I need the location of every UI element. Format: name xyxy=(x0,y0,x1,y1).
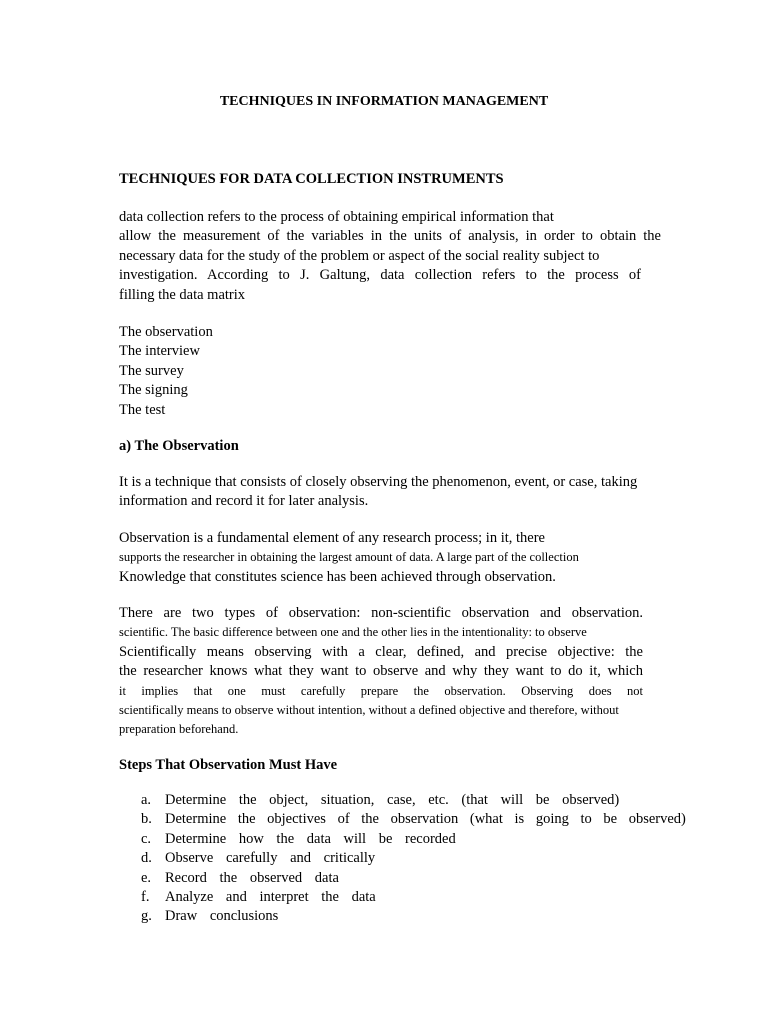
section-heading: TECHNIQUES FOR DATA COLLECTION INSTRUMENTS xyxy=(119,171,504,187)
step-item xyxy=(141,791,686,810)
intro-line: filling the data matrix xyxy=(119,286,246,303)
step-marker: a. xyxy=(141,792,152,808)
step-item xyxy=(141,849,686,868)
types-line: preparation beforehand. xyxy=(119,722,239,737)
method-item: The signing xyxy=(119,382,188,399)
observation-element-paragraph xyxy=(119,529,661,587)
intro-paragraph xyxy=(119,208,661,305)
types-line: Scientifically means observing with a clear, defined, and precise objective: the xyxy=(119,643,643,660)
intro-line: investigation. According to J. Galtung, data collection refers to the process of xyxy=(119,267,641,284)
method-item: The observation xyxy=(119,324,213,340)
step-marker: c. xyxy=(141,830,152,847)
intro-line: data collection refers to the process of obtaining empirical information that xyxy=(119,209,554,225)
types-line: the researcher knows what they want to observe and why they want to do it, which xyxy=(119,663,643,680)
step-item xyxy=(141,869,686,888)
step-marker: g. xyxy=(141,908,152,925)
method-item: The interview xyxy=(119,343,200,360)
step-marker: d. xyxy=(141,850,152,867)
step-marker: b. xyxy=(141,811,152,828)
methods-list xyxy=(119,323,213,420)
types-line: it implies that one must carefully prepare the observation. Observing does not xyxy=(119,683,643,698)
step-marker: e. xyxy=(141,869,152,886)
intro-line: necessary data for the study of the problem or aspect of the social reality subject to xyxy=(119,247,600,264)
observation-definition xyxy=(119,473,661,512)
step-item xyxy=(141,888,686,907)
step-text: Determine how the data will be recorded xyxy=(165,830,456,847)
observation-types-paragraph xyxy=(119,604,643,740)
method-item: The test xyxy=(119,401,166,418)
method-item: The survey xyxy=(119,362,184,379)
types-line: There are two types of observation: non-scientific observation and observation. xyxy=(119,605,643,621)
step-marker: f. xyxy=(141,889,150,906)
document-title: TECHNIQUES IN INFORMATION MANAGEMENT xyxy=(219,94,549,109)
step-item xyxy=(141,907,686,926)
definition-line: It is a technique that consists of closely observing the phenomenon, event, or case, taking xyxy=(119,474,638,490)
types-line: scientific. The basic difference between one and the other lies in the intentionality: to observe xyxy=(119,625,587,640)
steps-list xyxy=(141,791,686,927)
step-text: Determine the object, situation, case, etc. (that will be observed) xyxy=(165,792,620,808)
step-text: Draw conclusions xyxy=(165,908,279,925)
element-line: Observation is a fundamental element of any research process; in it, there xyxy=(119,530,545,546)
element-line: supports the researcher in obtaining the largest amount of data. A large part of the collection xyxy=(119,550,579,565)
step-text: Determine the objectives of the observation (what is going to be observed) xyxy=(165,811,686,828)
definition-line: information and record it for later analysis. xyxy=(119,493,369,510)
step-text: Analyze and interpret the data xyxy=(165,889,376,906)
step-item xyxy=(141,830,686,849)
step-text: Record the observed data xyxy=(165,869,339,886)
element-line: Knowledge that constitutes science has been achieved through observation. xyxy=(119,568,556,585)
step-text: Observe carefully and critically xyxy=(165,850,376,867)
types-line: scientifically means to observe without intention, without a defined objective and therefore, without xyxy=(119,703,619,718)
intro-line: allow the measurement of the variables in the units of analysis, in order to obtain the xyxy=(119,228,661,245)
observation-heading: a) The Observation xyxy=(119,438,239,454)
step-item xyxy=(141,810,686,829)
steps-heading: Steps That Observation Must Have xyxy=(119,757,338,773)
